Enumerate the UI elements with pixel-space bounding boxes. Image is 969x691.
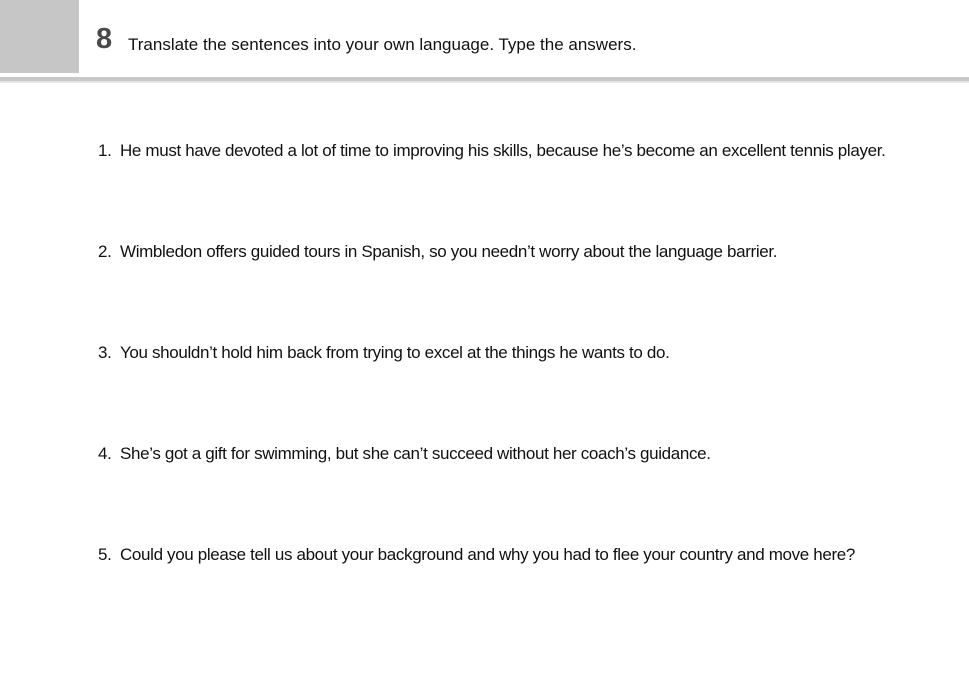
sentence-5 (98, 543, 885, 644)
exercise-number: 8 (96, 23, 113, 55)
sentence-list (98, 139, 885, 644)
sentence-text: He must have devoted a lot of time to improving his skills, because he’s become an excellent tennis player. (120, 141, 886, 160)
sentence-1 (98, 139, 885, 240)
sentence-3 (98, 341, 885, 442)
sentence-number: 5. (98, 545, 112, 564)
exercise-corner-block (0, 0, 79, 73)
sentence-text: She’s got a gift for swimming, but she can’t succeed without her coach’s guidance. (120, 444, 711, 463)
sentence-text: Could you please tell us about your background and why you had to flee your country and move here? (120, 545, 855, 564)
sentence-number: 4. (98, 444, 112, 463)
header-divider-shadow (0, 81, 969, 83)
sentence-4 (98, 442, 885, 543)
sentence-number: 2. (98, 242, 112, 261)
sentence-number: 3. (98, 343, 112, 362)
sentence-number: 1. (98, 141, 112, 160)
sentence-2 (98, 240, 885, 341)
sentence-text: Wimbledon offers guided tours in Spanish, so you needn’t worry about the language barrier. (120, 242, 778, 261)
sentence-text: You shouldn’t hold him back from trying to excel at the things he wants to do. (120, 343, 670, 362)
exercise-instruction: Translate the sentences into your own language. Type the answers. (128, 35, 637, 54)
